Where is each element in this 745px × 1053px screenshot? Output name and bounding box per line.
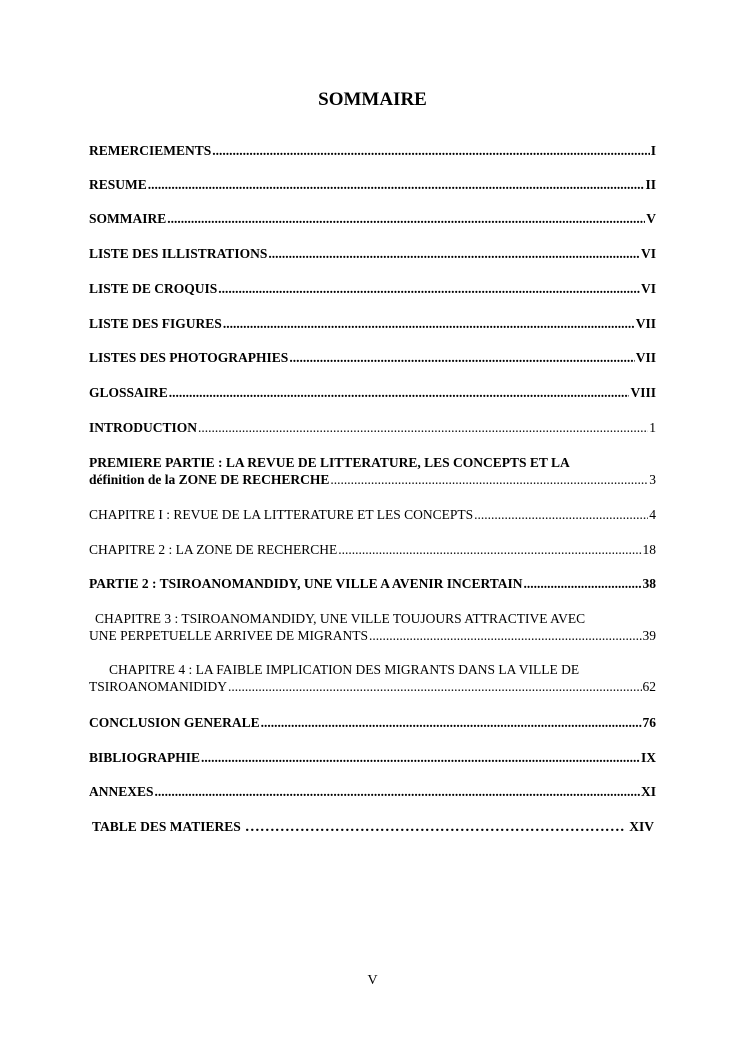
toc-entry-partie-2[interactable] [89, 575, 656, 592]
toc-page-number: 76 [642, 715, 656, 730]
toc-entry-label-line1: CHAPITRE 4 : LA FAIBLE IMPLICATION DES MIGRANTS DANS LA VILLE DE [109, 662, 580, 677]
toc-entry-sommaire[interactable] [89, 210, 656, 227]
toc-entry-label-line1: PREMIERE PARTIE : LA REVUE DE LITTERATURE, LES CONCEPTS ET LA [89, 455, 570, 470]
toc-page-number: XIV [629, 819, 654, 834]
toc-entry-conclusion[interactable] [89, 714, 656, 731]
toc-entry-label: ANNEXES [89, 784, 154, 799]
dot-leader [474, 506, 648, 523]
dot-leader [155, 783, 640, 800]
dot-leader [338, 541, 641, 558]
page-title: SOMMAIRE [318, 89, 427, 110]
toc-entry-label: CHAPITRE 2 : LA ZONE DE RECHERCHE [89, 542, 338, 557]
toc-entry-label: LISTE DES ILLISTRATIONS [89, 246, 268, 261]
dot-leader [212, 142, 649, 159]
toc-entry-remerciements[interactable] [89, 142, 656, 159]
toc-entry-label: RESUME [89, 177, 147, 192]
toc-entry-chapitre-3[interactable] [89, 610, 656, 644]
dot-leader [261, 714, 642, 731]
toc-entry-chapitre-1[interactable] [89, 506, 656, 523]
toc-page-number: VI [640, 281, 656, 296]
toc-entry-chapitre-2[interactable] [89, 541, 656, 558]
toc-page-number: 38 [642, 576, 656, 591]
toc-entry-label: LISTES DES PHOTOGRAPHIES [89, 350, 289, 365]
toc-entry-label: LISTE DES FIGURES [89, 316, 222, 331]
toc-page-number: 1 [649, 420, 656, 435]
toc-entry-annexes[interactable] [89, 783, 656, 800]
dot-leader [524, 575, 642, 592]
toc-page-number: IX [640, 750, 656, 765]
toc-entry-label: TABLE DES MATIERES [92, 819, 241, 834]
toc-entry-label: INTRODUCTION [89, 420, 198, 435]
toc-page-number: VII [635, 350, 656, 365]
toc-page-number: II [645, 177, 656, 192]
dot-leader [228, 678, 642, 695]
toc-entry-label: TSIROANOMANIDIDY [89, 679, 227, 694]
dot-leader [289, 349, 634, 366]
toc-entry-premiere-partie[interactable] [89, 454, 656, 488]
toc-entry-label: UNE PERPETUELLE ARRIVEE DE MIGRANTS [89, 628, 368, 643]
toc-entry-liste-figures[interactable] [89, 315, 656, 332]
toc-entry-liste-illustrations[interactable] [89, 245, 656, 262]
toc-page-number: 62 [642, 679, 656, 694]
footer-page-number: V [367, 973, 378, 988]
toc-page-number: 39 [642, 628, 656, 643]
toc-page-number: I [650, 143, 656, 158]
toc-entry-label: définition de la ZONE DE RECHERCHE [89, 472, 330, 487]
toc-entry-label-line1: CHAPITRE 3 : TSIROANOMANDIDY, UNE VILLE TOUJOURS ATTRACTIVE AVEC [95, 611, 586, 626]
toc-entry-liste-croquis[interactable] [89, 280, 656, 297]
toc-entry-table-matieres[interactable] [92, 818, 654, 836]
dot-leader [268, 245, 640, 262]
toc-entry-label: CHAPITRE I : REVUE DE LA LITTERATURE ET LES CONCEPTS [89, 507, 474, 522]
dot-leader [369, 627, 642, 644]
toc-page-number: V [646, 211, 656, 226]
toc-entry-label: GLOSSAIRE [89, 385, 168, 400]
dot-leader [201, 749, 640, 766]
dot-leader [218, 280, 640, 297]
toc-page-number: 4 [649, 507, 656, 522]
dot-leader [223, 315, 635, 332]
dot-leader [148, 176, 645, 193]
toc-page-number: 3 [649, 472, 656, 487]
toc-entry-label: SOMMAIRE [89, 211, 167, 226]
toc-entry-label: CONCLUSION GENERALE [89, 715, 260, 730]
toc-entry-chapitre-4[interactable] [89, 661, 656, 695]
toc-page-number: 18 [642, 542, 656, 557]
toc-page-number: VII [635, 316, 656, 331]
toc-entry-listes-photographies[interactable] [89, 349, 656, 366]
dot-leader [198, 419, 648, 436]
toc-entry-label: BIBLIOGRAPHIE [89, 750, 201, 765]
toc-entry-glossaire[interactable] [89, 384, 656, 401]
dot-leader [330, 471, 648, 488]
toc-page-number: XI [640, 784, 656, 799]
toc-entry-bibliographie[interactable] [89, 749, 656, 766]
dot-leader [167, 210, 645, 227]
toc-entry-introduction[interactable] [89, 419, 656, 436]
dot-leader [169, 384, 630, 401]
toc-entry-resume[interactable] [89, 176, 656, 193]
toc-page-number: VI [640, 246, 656, 261]
toc-entry-label: REMERCIEMENTS [89, 143, 212, 158]
toc-entry-label: PARTIE 2 : TSIROANOMANDIDY, UNE VILLE A AVENIR INCERTAIN [89, 576, 523, 591]
toc-page-number: VIII [630, 385, 656, 400]
dot-leader [245, 818, 625, 836]
toc-entry-label: LISTE DE CROQUIS [89, 281, 218, 296]
